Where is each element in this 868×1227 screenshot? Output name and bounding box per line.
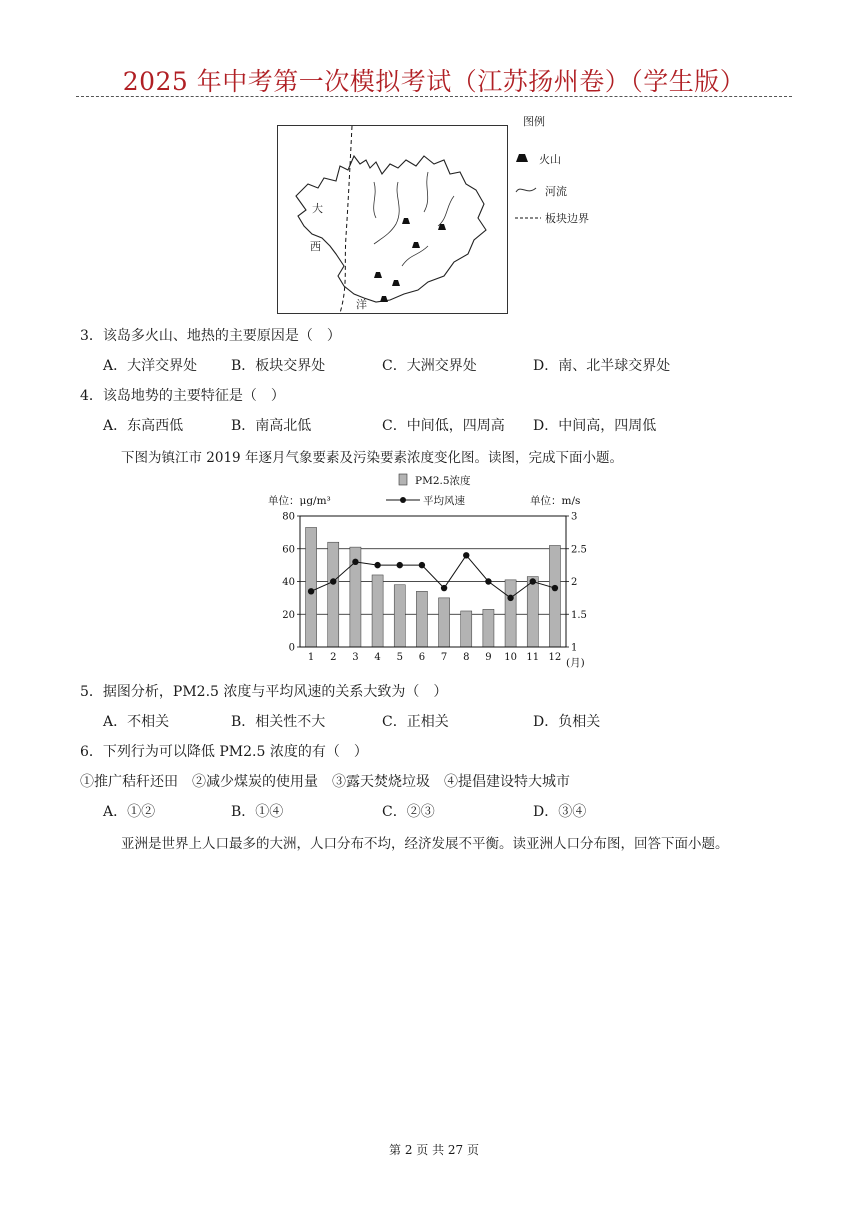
- q6-option-b[interactable]: B．①④: [231, 804, 284, 820]
- x-tick-label: 10: [504, 652, 517, 663]
- q3-option-b[interactable]: B．板块交界处: [231, 358, 326, 374]
- q5-option-c[interactable]: C．正相关: [382, 714, 449, 730]
- legend-label-wind: 平均风速: [423, 495, 465, 507]
- left-tick-label: 60: [282, 544, 295, 556]
- pm25-bar: [306, 527, 317, 647]
- wind-speed-point: [374, 562, 380, 568]
- wind-speed-point: [507, 595, 513, 601]
- river: [374, 182, 376, 218]
- left-tick-label: 20: [282, 609, 295, 621]
- map-legend: [515, 113, 635, 233]
- pm25-bar: [461, 611, 472, 647]
- pm25-bar: [394, 585, 405, 647]
- wind-speed-line: [311, 555, 555, 598]
- right-axis-unit: 单位：m/s: [530, 495, 581, 507]
- river: [438, 196, 454, 226]
- wind-speed-point: [330, 578, 336, 584]
- q5-option-a[interactable]: A．不相关: [103, 714, 170, 730]
- x-tick-label: 11: [526, 652, 540, 663]
- x-axis-unit: (月): [566, 657, 585, 669]
- q6-statements: ①推广秸秆还田 ②减少煤炭的使用量 ③露天焚烧垃圾 ④提倡建设特大城市: [80, 774, 570, 790]
- left-tick-label: 80: [282, 511, 295, 523]
- q4-option-c[interactable]: C．中间低，四周高: [382, 418, 505, 434]
- pm25-bar: [527, 577, 538, 647]
- question-4-stem: 4．该岛地势的主要特征是（ ）: [80, 388, 285, 404]
- ocean-label-char: 大: [312, 202, 323, 215]
- q3-option-d[interactable]: D．南、北半球交界处: [533, 358, 671, 374]
- q5-option-d[interactable]: D．负相关: [533, 714, 601, 730]
- legend-swatch-pm25: [399, 474, 407, 485]
- legend-label: 火山: [539, 153, 561, 166]
- wind-speed-point: [397, 562, 403, 568]
- right-tick-label: 3: [571, 511, 578, 523]
- ocean-label-char: 洋: [356, 298, 367, 311]
- x-tick-label: 2: [330, 652, 337, 663]
- volcano-icon: [515, 153, 529, 163]
- legend-label-pm25: PM2.5浓度: [415, 475, 471, 487]
- wind-speed-point: [419, 562, 425, 568]
- page-title: 2025 年中考第一次模拟考试（江苏扬州卷）（学生版）: [122, 67, 746, 96]
- plate-boundary: [340, 126, 352, 313]
- right-tick-label: 1.5: [571, 609, 587, 621]
- river: [402, 246, 428, 266]
- island-map-svg: [278, 126, 507, 313]
- right-tick-label: 2: [571, 577, 578, 588]
- pm25-bar: [505, 580, 516, 647]
- legend-marker-wind: [400, 497, 406, 503]
- pm25-bar: [328, 542, 339, 647]
- island-map: [277, 125, 508, 314]
- x-tick-label: 8: [463, 652, 470, 663]
- legend-title: 图例: [523, 115, 545, 128]
- left-tick-label: 0: [288, 642, 295, 654]
- river: [424, 172, 428, 212]
- q3-option-c[interactable]: C．大洲交界处: [382, 358, 477, 374]
- wind-speed-point: [552, 585, 558, 591]
- q4-option-d[interactable]: D．中间高，四周低: [533, 418, 657, 434]
- volcano-icon: [374, 218, 446, 302]
- q4-option-b[interactable]: B．南高北低: [231, 418, 312, 434]
- asia-intro-text: 亚洲是世界上人口最多的大洲，人口分布不均，经济发展不平衡。读亚洲人口分布图，回答下面小题。: [121, 836, 729, 852]
- question-5-stem: 5．据图分析，PM2.5 浓度与平均风速的关系大致为（ ）: [80, 684, 448, 700]
- left-axis-unit: 单位：μg/m³: [268, 495, 331, 507]
- pm25-bar: [439, 598, 450, 647]
- x-tick-label: 9: [485, 652, 492, 663]
- ocean-label-char: 西: [310, 240, 321, 253]
- plate-boundary-icon: [515, 213, 541, 223]
- question-6-stem: 6．下列行为可以降低 PM2.5 浓度的有（ ）: [80, 744, 368, 760]
- chart-intro-text: 下图为镇江市 2019 年逐月气象要素及污染要素浓度变化图。读图，完成下面小题。: [121, 450, 623, 466]
- island-coastline: [296, 156, 486, 302]
- legend-label: 河流: [545, 185, 567, 198]
- pm25-bar: [549, 545, 560, 647]
- left-tick-label: 40: [282, 577, 295, 588]
- wind-speed-point: [441, 585, 447, 591]
- pm25-bar: [483, 609, 494, 647]
- q4-option-a[interactable]: A．东高西低: [103, 418, 184, 434]
- pm25-bar: [372, 575, 383, 647]
- x-tick-label: 6: [418, 652, 426, 663]
- chart-bars: [306, 527, 561, 647]
- q5-option-b[interactable]: B．相关性不大: [231, 714, 326, 730]
- chart-wind-line: [308, 552, 558, 601]
- x-tick-label: 1: [307, 652, 315, 663]
- wind-speed-point: [308, 588, 314, 594]
- right-tick-label: 1: [571, 642, 578, 654]
- wind-speed-point: [463, 552, 469, 558]
- pm25-bar: [416, 591, 427, 647]
- legend-label: 板块边界: [545, 212, 589, 225]
- q3-option-a[interactable]: A．大洋交界处: [103, 358, 198, 374]
- x-tick-label: 5: [396, 652, 403, 663]
- page-footer: 第 2 页 共 27 页: [389, 1143, 479, 1157]
- river-icon: [515, 184, 537, 196]
- chart-grid: [300, 549, 566, 615]
- wind-speed-point: [485, 578, 491, 584]
- wind-speed-point: [352, 559, 358, 565]
- chart-svg: [258, 470, 598, 670]
- question-3-stem: 3．该岛多火山、地热的主要原因是（ ）: [80, 328, 341, 344]
- pm25-wind-chart: [258, 470, 598, 670]
- river: [374, 182, 399, 244]
- x-tick-label: 12: [548, 652, 562, 663]
- q6-option-a[interactable]: A．①②: [103, 804, 156, 820]
- q6-option-d[interactable]: D．③④: [533, 804, 587, 820]
- x-tick-label: 3: [352, 652, 359, 663]
- x-tick-label: 4: [374, 652, 381, 663]
- chart-legend: [386, 474, 471, 507]
- wind-speed-point: [530, 578, 536, 584]
- right-tick-label: 2.5: [571, 544, 587, 556]
- title-divider: [76, 96, 792, 97]
- q6-option-c[interactable]: C．②③: [382, 804, 435, 820]
- x-tick-label: 7: [440, 652, 448, 663]
